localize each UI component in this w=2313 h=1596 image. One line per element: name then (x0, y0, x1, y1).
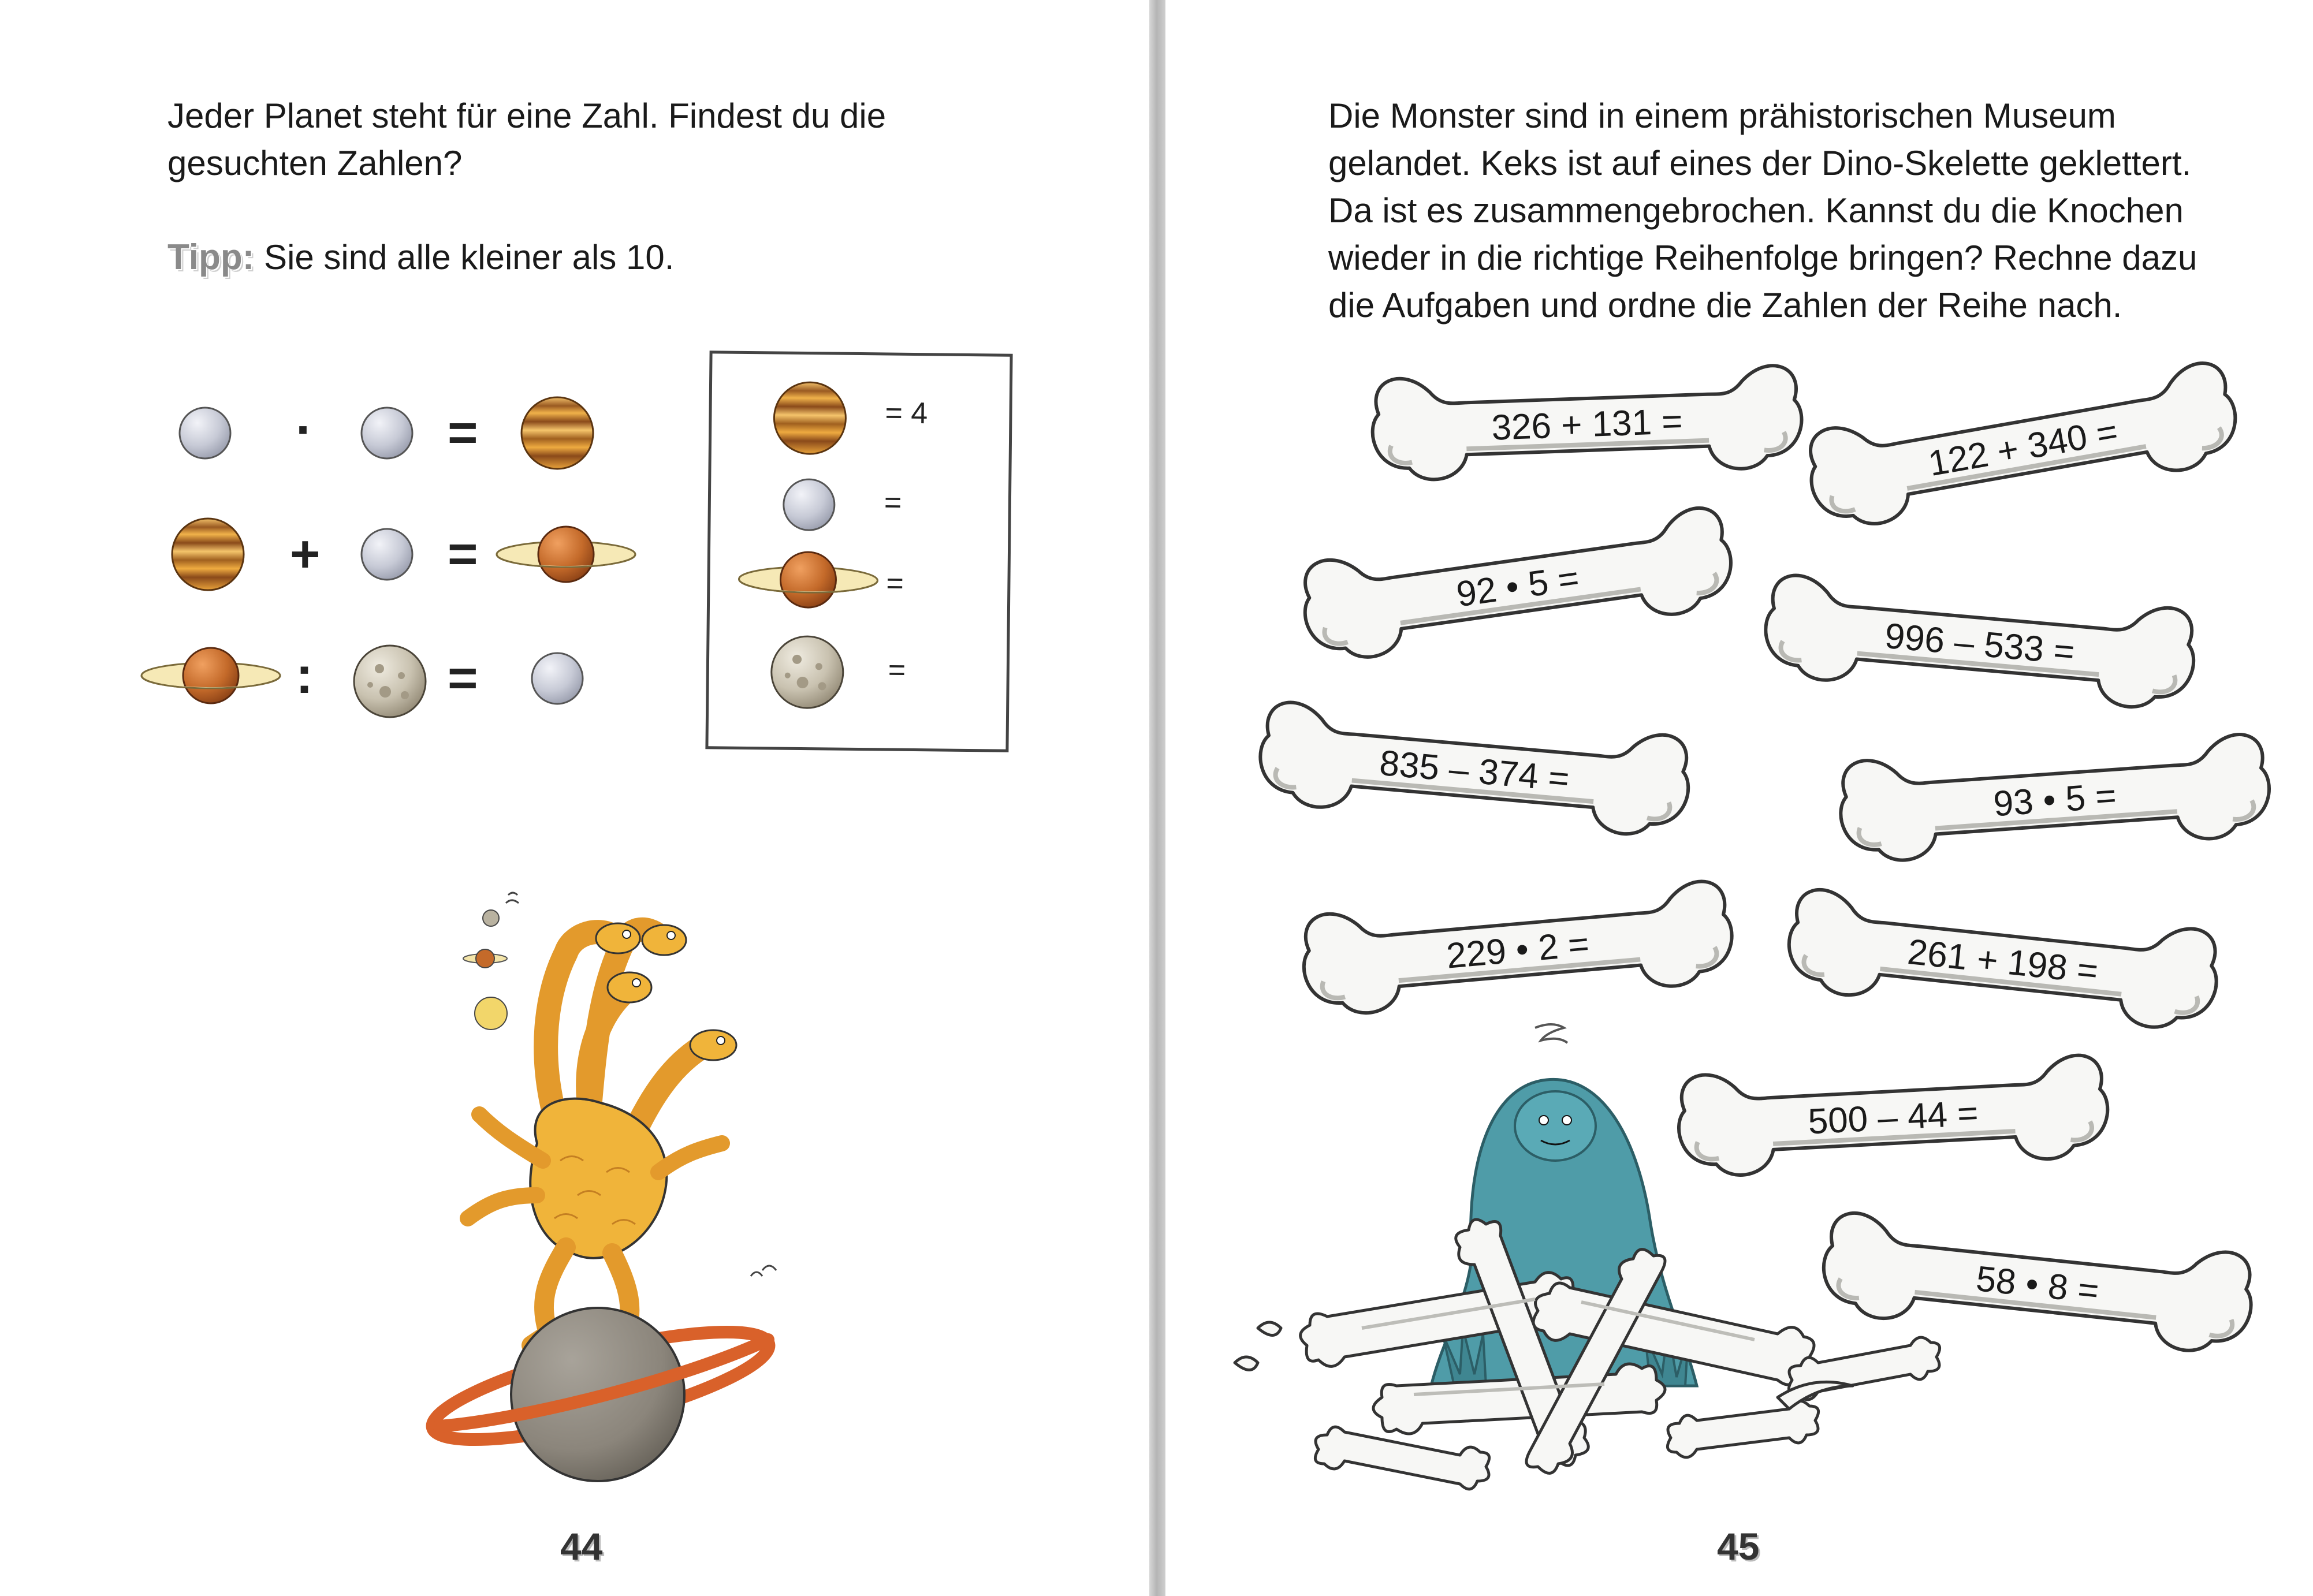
grey-planet-icon (358, 525, 416, 583)
plus-operator: + (290, 525, 321, 583)
story-line: gelandet. Keks ist auf eines der Dino-Skelette geklettert. (1328, 144, 2192, 182)
tip-label: Tipp: (167, 237, 255, 277)
bone-task-label: 93 • 5 = (1992, 775, 2118, 824)
answer-key-box (705, 350, 1012, 752)
grey-planet-icon (358, 404, 416, 462)
ringed-planet-icon (136, 641, 286, 710)
tip-body: Sie sind alle kleiner als 10. (254, 238, 675, 277)
juggling-monster-illustration (404, 872, 809, 1478)
legend-value: = (884, 486, 902, 520)
bone-task-label: 122 + 340 = (1925, 411, 2121, 484)
bone-task (1293, 859, 1743, 1041)
right-page (1165, 0, 2313, 1596)
bone-task-label: 500 – 44 = (1807, 1092, 1979, 1142)
equals-sign: = (448, 404, 478, 462)
equals-sign: = (448, 525, 478, 583)
striped-planet-icon (167, 514, 248, 595)
legend-value: = 4 (885, 396, 928, 431)
bone-task-label: 835 – 374 = (1377, 743, 1571, 799)
book-gutter (1149, 0, 1165, 1596)
story-text (1328, 92, 2197, 329)
page-number: 44 (560, 1525, 603, 1568)
bone-task (1794, 338, 2252, 557)
intro-text (167, 92, 886, 187)
intro-line: gesuchten Zahlen? (167, 144, 463, 182)
grey-planet-icon (176, 404, 234, 462)
story-line: Da ist es zusammengebrochen. Kannst du die Knochen (1328, 191, 2184, 230)
bone-task (1290, 484, 1745, 688)
crater-moon-icon (349, 641, 430, 722)
equals-sign: = (448, 650, 478, 707)
ringed-planet-icon (733, 545, 884, 616)
bone-task (1365, 345, 1809, 504)
multiply-operator: · (296, 401, 313, 459)
bone-task-label: 996 – 533 = (1883, 616, 2077, 672)
divide-operator: : (296, 647, 313, 704)
story-line: die Aufgaben und ordne die Zahlen der Reihe nach. (1328, 286, 2122, 325)
striped-planet-icon (769, 377, 851, 458)
bone-task (1250, 680, 1700, 862)
intro-line: Jeder Planet steht für eine Zahl. Findest du die (167, 96, 887, 135)
ringed-planet-icon (491, 520, 641, 589)
bone-task-label: 326 + 131 = (1491, 401, 1683, 448)
bone-task (1755, 553, 2205, 734)
crater-moon-icon (766, 631, 848, 713)
legend-value: = (886, 566, 904, 601)
bone-task-label: 261 + 198 = (1905, 931, 2100, 991)
story-line: Die Monster sind in einem prähistorischen Museum (1328, 96, 2116, 135)
grey-planet-icon (528, 650, 586, 707)
bone-task-label: 229 • 2 = (1444, 923, 1591, 976)
bone-task-label: 58 • 8 = (1974, 1258, 2101, 1311)
striped-planet-icon (517, 393, 598, 473)
grey-planet-icon (780, 476, 838, 534)
story-line: wieder in die richtige Reihenfolge bringen? Rechne dazu (1328, 238, 2197, 277)
tip-text (167, 234, 674, 281)
bone-task-label: 92 • 5 = (1454, 558, 1582, 614)
left-page (0, 0, 1149, 1596)
bone-task (1831, 713, 2279, 887)
monster-bone-pile-illustration (1223, 1016, 1986, 1513)
page-number: 45 (1717, 1525, 1760, 1568)
legend-value: = (888, 653, 906, 687)
